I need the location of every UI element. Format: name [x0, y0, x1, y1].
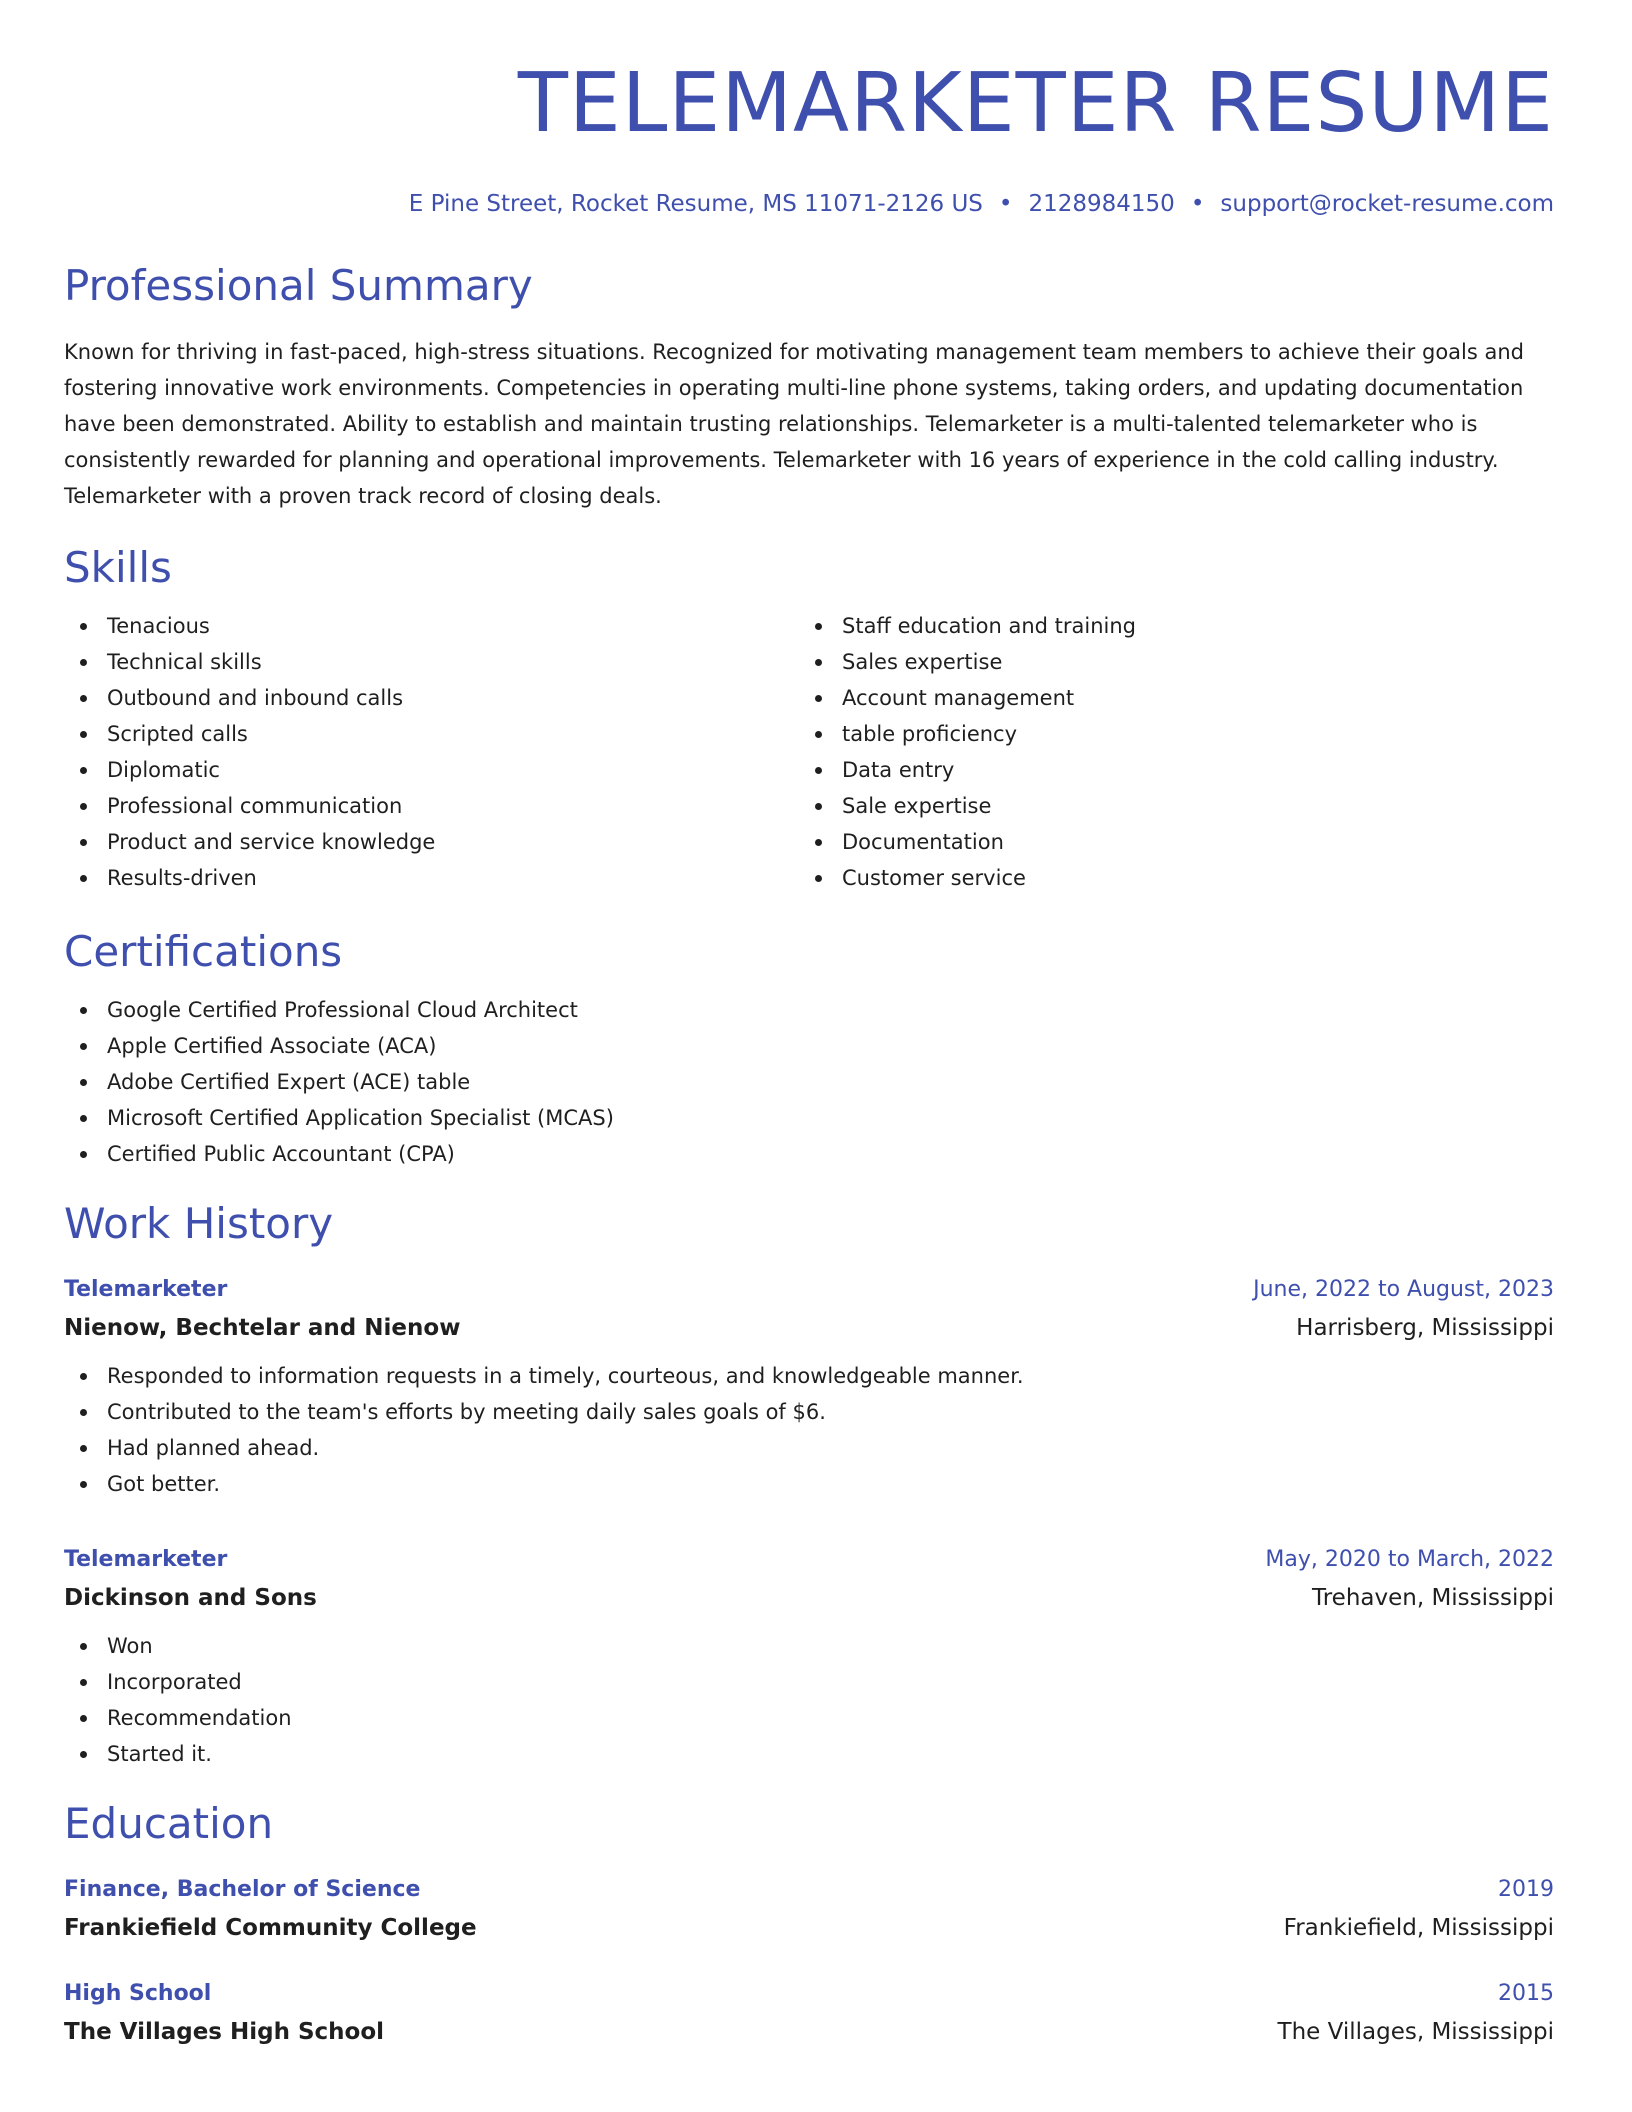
skill-item: Account management: [799, 680, 1534, 716]
job-location: Trehaven, Mississippi: [1312, 1585, 1554, 1611]
certification-item: Google Certified Professional Cloud Architect: [64, 992, 1554, 1028]
skills-column-left: [64, 608, 799, 896]
education-year: 2019: [1498, 1877, 1554, 1902]
job-bullets: [64, 1628, 1554, 1772]
skills-list-left: [64, 608, 799, 896]
skill-item: Staff education and training: [799, 608, 1534, 644]
education-school-row: [64, 2012, 1554, 2052]
skills-section: [64, 540, 1554, 896]
job-header-row: [64, 1272, 1554, 1308]
education-location: The Villages, Mississippi: [1277, 2019, 1554, 2045]
skills-column-right: [799, 608, 1534, 896]
skills-columns: [64, 608, 1554, 896]
education-location: Frankiefield, Mississippi: [1283, 1915, 1554, 1941]
skill-item: Tenacious: [64, 608, 799, 644]
education-school: Frankiefield Community College: [64, 1915, 477, 1941]
skill-item: Customer service: [799, 860, 1534, 896]
summary-text: Known for thriving in fast-paced, high-stress situations. Recognized for motivating management team members to achieve their goals and fostering innovative work environments. Competencies in operating multi-line phone systems, taking orders, and updating documentation have been demonstrated. Ability to establish and maintain trusting relationships. Telemarketer is a multi-talented telemarketer who is consistently rewarded for planning and operational improvements. Telemarketer with 16 years of experience in the cold calling industry. Telemarketer with a proven track record of closing deals.: [64, 340, 1524, 508]
education-heading: Education: [64, 1799, 274, 1848]
certifications-list: [64, 992, 1554, 1172]
education-school-row: [64, 1908, 1554, 1948]
certifications-section: [64, 924, 1554, 1172]
education-entry: [64, 1976, 1554, 2052]
job-bullet: Won: [64, 1628, 1554, 1664]
skill-item: Data entry: [799, 752, 1534, 788]
certification-item: Apple Certified Associate (ACA): [64, 1028, 1554, 1064]
job-bullet: Responded to information requests in a timely, courteous, and knowledgeable manner.: [64, 1358, 1554, 1394]
job-bullet: Contributed to the team's efforts by meeting daily sales goals of $6.: [64, 1394, 1554, 1430]
skills-heading: Skills: [64, 543, 172, 592]
skill-item: Results-driven: [64, 860, 799, 896]
job-bullet: Had planned ahead.: [64, 1430, 1554, 1466]
certification-item: Certified Public Accountant (CPA): [64, 1136, 1554, 1172]
summary-section: [64, 258, 1554, 514]
resume-title: TELEMARKETER RESUME: [517, 56, 1554, 151]
job-bullet: Got better.: [64, 1466, 1554, 1502]
skills-list-right: [799, 608, 1534, 896]
skill-item: Professional communication: [64, 788, 799, 824]
job-bullet: Started it.: [64, 1736, 1554, 1772]
job-company-row: [64, 1308, 1554, 1348]
certification-item: Adobe Certified Expert (ACE) table: [64, 1064, 1554, 1100]
education-header-row: [64, 1872, 1554, 1908]
work-history-section: [64, 1196, 1554, 1772]
summary-heading: Professional Summary: [64, 261, 533, 310]
job-company: Nienow, Bechtelar and Nienow: [64, 1315, 461, 1341]
job-bullet: Recommendation: [64, 1700, 1554, 1736]
education-school: The Villages High School: [64, 2019, 385, 2045]
job-entry: [64, 1272, 1554, 1502]
skill-item: table proficiency: [799, 716, 1534, 752]
education-header-row: [64, 1976, 1554, 2012]
job-header-row: [64, 1542, 1554, 1578]
education-degree: High School: [64, 1981, 212, 2006]
skill-item: Outbound and inbound calls: [64, 680, 799, 716]
skill-item: Documentation: [799, 824, 1534, 860]
skill-item: Technical skills: [64, 644, 799, 680]
job-entry: [64, 1542, 1554, 1772]
education-section: [64, 1796, 1554, 2052]
education-degree: Finance, Bachelor of Science: [64, 1877, 421, 1902]
job-role: Telemarketer: [64, 1547, 228, 1572]
skill-item: Scripted calls: [64, 716, 799, 752]
job-bullet: Incorporated: [64, 1664, 1554, 1700]
certifications-heading: Certifications: [64, 927, 343, 976]
contact-line: [64, 184, 1554, 224]
skill-item: Diplomatic: [64, 752, 799, 788]
job-company-row: [64, 1578, 1554, 1618]
skill-item: Sales expertise: [799, 644, 1534, 680]
skill-item: Product and service knowledge: [64, 824, 799, 860]
contact-email[interactable]: support@rocket-resume.com: [1220, 191, 1554, 217]
certification-item: Microsoft Certified Application Specialist (MCAS): [64, 1100, 1554, 1136]
education-entry: [64, 1872, 1554, 1948]
job-dates: May, 2020 to March, 2022: [1265, 1547, 1554, 1572]
contact-separator: •: [1190, 191, 1205, 217]
skill-item: Sale expertise: [799, 788, 1534, 824]
resume-page: [64, 40, 1554, 2052]
job-location: Harrisberg, Mississippi: [1296, 1315, 1554, 1341]
education-year: 2015: [1498, 1981, 1554, 2006]
contact-phone: 2128984150: [1028, 191, 1175, 217]
work-history-heading: Work History: [64, 1199, 334, 1248]
contact-address: E Pine Street, Rocket Resume, MS 11071-2126 US: [408, 191, 983, 217]
contact-separator: •: [998, 191, 1013, 217]
job-company: Dickinson and Sons: [64, 1585, 317, 1611]
job-bullets: [64, 1358, 1554, 1502]
job-dates: June, 2022 to August, 2023: [1253, 1277, 1554, 1302]
job-role: Telemarketer: [64, 1277, 228, 1302]
